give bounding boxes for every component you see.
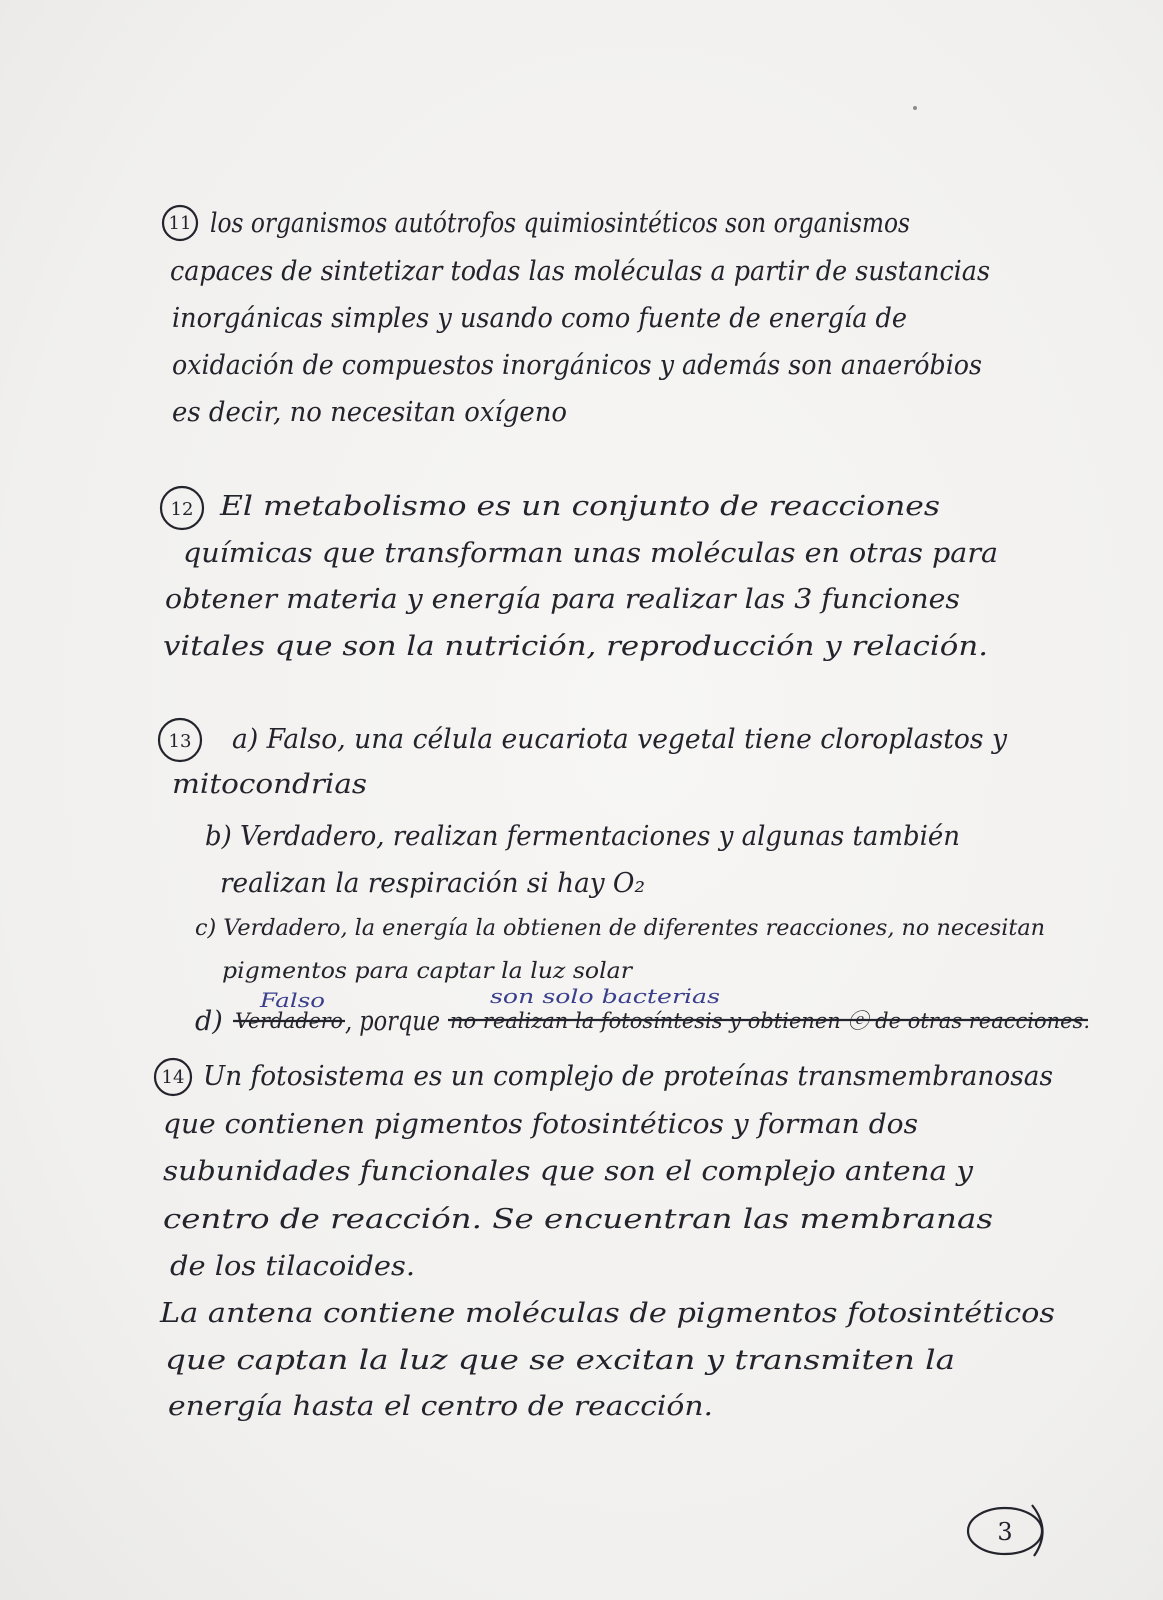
answer-line: centro de reacción. Se encuentran las membranas bbox=[163, 1204, 993, 1235]
stray-mark bbox=[913, 106, 917, 110]
answer-line: inorgánicas simples y usando como fuente de energía de bbox=[172, 303, 907, 334]
answer-line: energía hasta el centro de reacción. bbox=[168, 1391, 713, 1422]
answer-line: pigmentos para captar la luz solar bbox=[222, 959, 634, 984]
struck-word: Verdadero bbox=[235, 1009, 343, 1033]
question-number: 11 bbox=[168, 213, 192, 234]
answer-line: que contienen pigmentos fotosintéticos y forman dos bbox=[163, 1109, 918, 1140]
answer-line: b) Verdadero, realizan fermentaciones y algunas también bbox=[205, 821, 960, 852]
answer-line: a) Falso, una célula eucariota vegetal tiene cloroplastos y bbox=[232, 724, 1008, 755]
answer-line: obtener materia y energía para realizar las 3 funciones bbox=[165, 584, 960, 615]
answer-text: , porque bbox=[345, 1006, 440, 1037]
question-number: 13 bbox=[168, 731, 192, 752]
question-14 bbox=[155, 1059, 1055, 1422]
option-label: d) bbox=[195, 1006, 223, 1037]
answer-line: realizan la respiración si hay O₂ bbox=[220, 868, 645, 899]
answer-line: químicas que transforman unas moléculas en otras para bbox=[183, 538, 998, 569]
page-number bbox=[968, 1505, 1043, 1556]
question-12 bbox=[161, 487, 998, 662]
correction-note: Falso bbox=[258, 988, 325, 1012]
answer-line: La antena contiene moléculas de pigmentos fotosintéticos bbox=[158, 1298, 1055, 1329]
question-number: 14 bbox=[161, 1067, 185, 1088]
answer-line: El metabolismo es un conjunto de reacciones bbox=[218, 491, 940, 522]
question-13 bbox=[159, 719, 1090, 1037]
inserted-note: son solo bacterias bbox=[490, 984, 720, 1008]
answer-line: oxidación de compuestos inorgánicos y además son anaeróbios bbox=[172, 350, 982, 381]
answer-line: capaces de sintetizar todas las moléculas a partir de sustancias bbox=[170, 256, 990, 287]
answer-line: que captan la luz que se excitan y transmiten la bbox=[165, 1345, 955, 1376]
question-number: 12 bbox=[170, 499, 194, 520]
struck-text: no realizan la fotosíntesis y obtienen ⓔ de otras reacciones. bbox=[450, 1009, 1090, 1033]
page-number-value: 3 bbox=[997, 1518, 1013, 1546]
answer-line: subunidades funcionales que son el complejo antena y bbox=[163, 1156, 974, 1187]
answer-line: los organismos autótrofos quimiosintéticos son organismos bbox=[210, 208, 910, 239]
answer-line: c) Verdadero, la energía la obtienen de diferentes reacciones, no necesitan bbox=[195, 916, 1045, 941]
question-11 bbox=[163, 206, 990, 428]
answer-line: es decir, no necesitan oxígeno bbox=[172, 397, 567, 428]
answer-line: de los tilacoides. bbox=[170, 1251, 415, 1282]
answer-line: mitocondrias bbox=[172, 769, 367, 800]
answer-line: Un fotosistema es un complejo de proteínas transmembranosas bbox=[203, 1061, 1053, 1092]
answer-line: vitales que son la nutrición, reproducción y relación. bbox=[163, 631, 988, 662]
